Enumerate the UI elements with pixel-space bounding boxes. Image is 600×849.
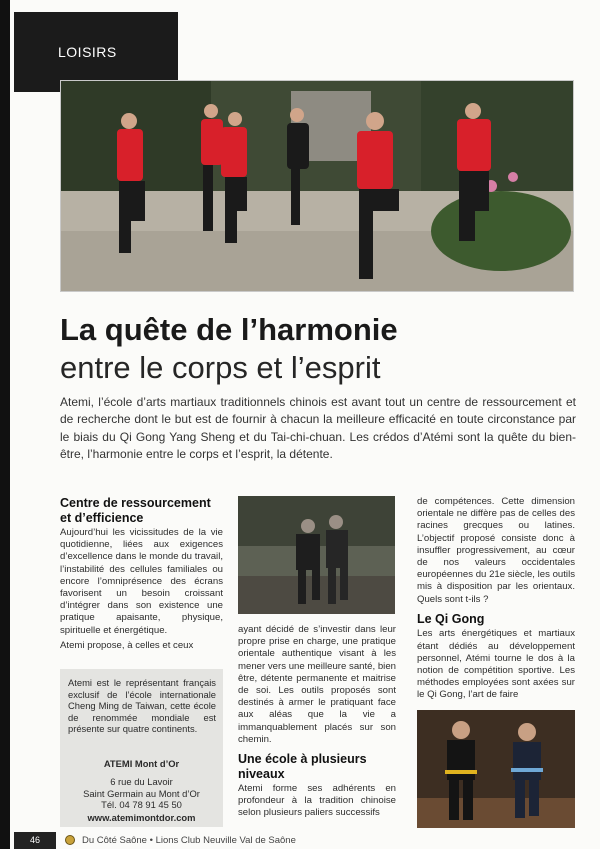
kids-photo <box>417 710 575 828</box>
column-3 <box>417 496 575 705</box>
col3-paragraph-2: Les arts énergétiques et martiaux étant dédiés au développement personnel, Atémi tourne le dos à la notion de compétition sportive. Les méthodes employées sont axées sur le Qi Gong, l’art de faire <box>417 628 575 701</box>
col3-paragraph-1: de compétences. Cette dimension orientale ne diffère pas de celles des racines grecques ou latines. L’objectif proposé consiste donc à insuffler progressivement, au cœur de nos valeurs occidentales européennes du 21e siècle, les outils mis à disposition par les orientaux. Quels sont t-ils ? <box>417 496 575 605</box>
website-link[interactable]: www.atemimontdor.com <box>87 812 196 823</box>
phone-line: Tél. 04 78 91 45 50 <box>101 799 182 811</box>
column-1 <box>60 496 223 655</box>
article-title: La quête de l’harmonie <box>60 312 398 347</box>
address-line: Saint Germain au Mont d’Or <box>83 787 200 799</box>
lead-paragraph: Atemi, l’école d’arts martiaux traditionnels chinois est avant tout un centre de ressourcement et de recherche dont le but est de fournir à chacun la meilleure efficacité en toute circonstance par le biais du Qi Gong Yang Sheng et du Tai-chi-chuan. Les crédos d’Atémi sont la quête du bien-être, l’harmonie entre le corps et l’esprit, la détente. <box>60 395 576 462</box>
col1-paragraph-1: Aujourd’hui les vicissitudes de la vie quotidienne, liées aux exigences d’excellence dans le monde du travail, l’instabilité des cellules familiales ou encore l’omniprésence des écrans favorisent un besoin croissant d’intégrer dans son existence une pratique apaisante, physique, spirituelle et énergétique. <box>60 527 223 636</box>
col2-paragraph-1: ayant décidé de s’investir dans leur propre prise en charge, une pratique orientale authentique visant à les mener vers une meilleure santé, bien être, détente permanente et maitrise de soi. Les outils proposés sont destinés à armer le pratiquant face aux aléas que la vie a immanquablement placés sur son chemin. <box>238 624 396 745</box>
page-number: 46 <box>14 832 56 849</box>
column-2 <box>238 624 396 823</box>
info-box <box>60 669 223 827</box>
col1-heading: Centre de ressourcement et d’efficience <box>60 496 211 525</box>
lions-club-logo-icon <box>65 835 75 845</box>
col1-paragraph-2: Atemi propose, à celles et ceux <box>60 639 194 651</box>
info-box-text: Atemi est le représentant français exclusif de l’école internationale Cheng Ming de Taiwan, cette école de renommée mondiale est présente sur quatre continents. <box>68 677 216 735</box>
info-box-address <box>60 776 223 811</box>
page-spine <box>0 0 10 849</box>
section-label: LOISIRS <box>58 44 117 60</box>
footer-text: Du Côté Saône • Lions Club Neuville Val de Saône <box>82 835 296 846</box>
col2-heading: Une école à plusieurs niveaux <box>238 752 367 781</box>
info-box-name: ATEMI Mont d’Or <box>103 758 180 769</box>
col3-heading: Le Qi Gong <box>417 611 485 626</box>
sparring-photo <box>238 496 395 614</box>
page-footer <box>14 832 600 849</box>
address-line: 6 rue du Lavoir <box>110 776 173 787</box>
hero-photo <box>60 80 574 292</box>
article-subtitle: entre le corps et l’esprit <box>60 350 381 385</box>
col2-paragraph-2: Atemi forme ses adhérents en profondeur à la tradition chinoise selon plusieurs paliers successifs <box>238 783 396 819</box>
